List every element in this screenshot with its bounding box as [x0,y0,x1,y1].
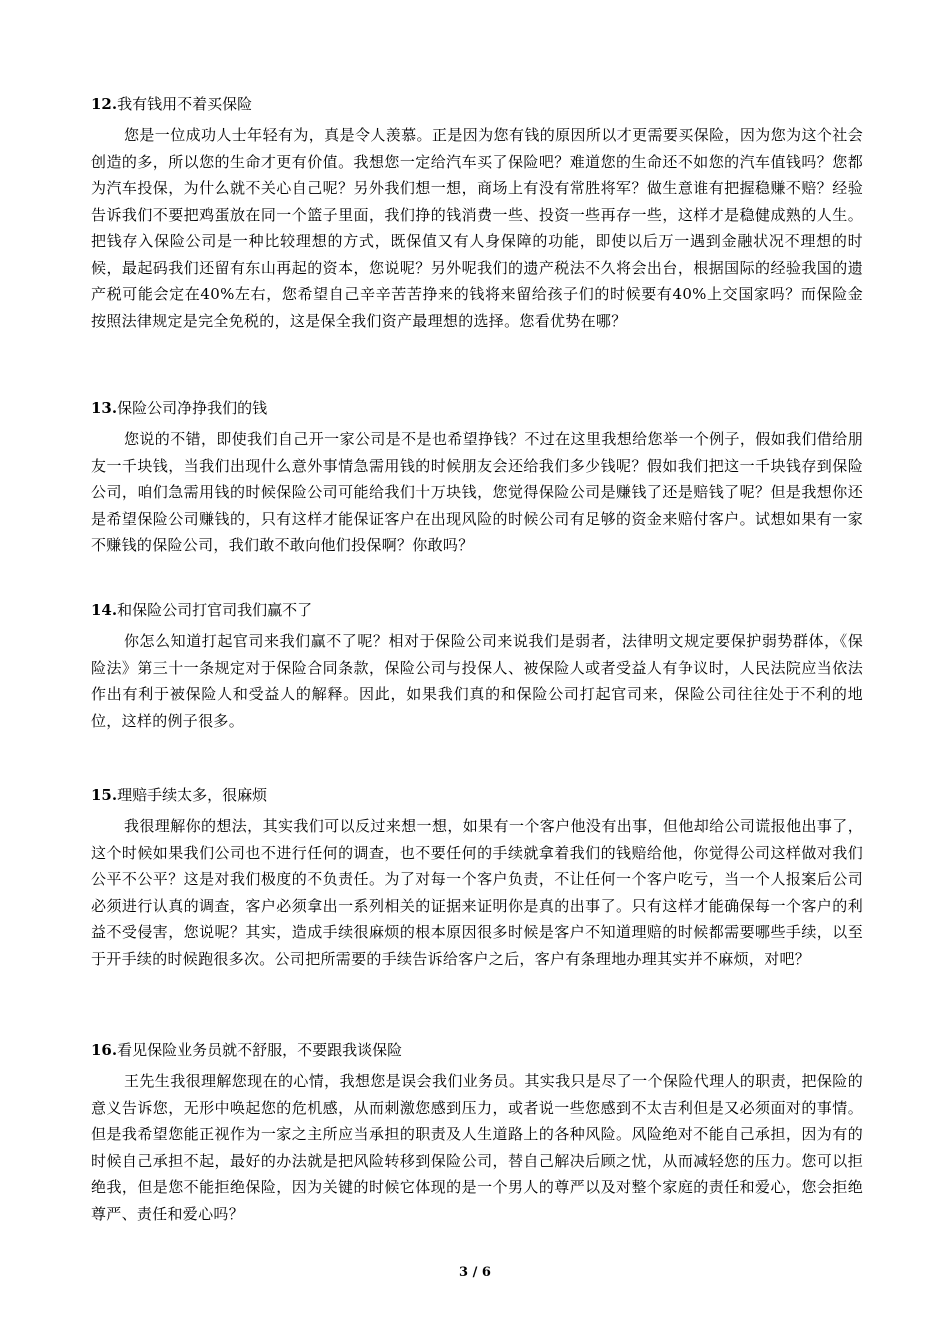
section-heading [91,94,863,114]
section-heading [91,600,863,620]
faq-section-13 [91,398,863,559]
section-title: 我有钱用不着买保险 [117,95,253,113]
section-number: 13. [91,399,118,417]
section-heading [91,398,863,418]
section-title: 看见保险业务员就不舒服，不要跟我谈保险 [117,1041,403,1059]
section-number: 15. [91,786,118,804]
faq-section-15 [91,785,863,972]
section-body: 王先生我很理解您现在的心情，我想您是误会我们业务员。其实我只是尽了一个保险代理人的职责，把保险的意义告诉您，无形中唤起您的危机感，从而刺激您感到压力，或者说一些您感到不太吉利但是又必须面对的事情。但是我希望您能正视作为一家之主所应当承担的职责及人生道路上的各种风险。风险绝对不能自己承担，因为有的时候自己承担不起，最好的办法就是把风险转移到保险公司，替自己解决后顾之忧，从而减轻您的压力。您可以拒绝我，但是您不能拒绝保险，因为关键的时候它体现的是一个男人的尊严以及对整个家庭的责任和爱心，您会拒绝尊严、责任和爱心吗？ [91,1072,863,1223]
section-number: 12. [91,95,118,113]
section-title: 和保险公司打官司我们赢不了 [117,601,313,619]
section-body: 你怎么知道打起官司来我们赢不了呢？相对于保险公司来说我们是弱者，法律明文规定要保护弱势群体，《保险法》第三十一条规定对于保险合同条款，保险公司与投保人、被保险人或者受益人有争议时，人民法院应当依法作出有利于被保险人和受益人的解释。因此，如果我们真的和保险公司打起官司来，保险公司往往处于不利的地位，这样的例子很多。 [91,632,863,730]
section-body: 我很理解你的想法，其实我们可以反过来想一想，如果有一个客户他没有出事，但他却给公司谎报他出事了，这个时候如果我们公司也不进行任何的调查，也不要任何的手续就拿着我们的钱赔给他，你觉得公司这样做对我们公平不公平？这是对我们极度的不负责任。为了对每一个客户负责，不让任何一个客户吃亏，当一个人报案后公司必须进行认真的调查，客户必须拿出一系列相关的证据来证明你是真的出事了。只有这样才能确保每一个客户的利益不受侵害，您说呢？其实，造成手续很麻烦的根本原因很多时候是客户不知道理赔的时候都需要哪些手续，以至于开手续的时候跑很多次。公司把所需要的手续告诉给客户之后，客户有条理地办理其实并不麻烦，对吧？ [91,817,863,968]
section-body: 您是一位成功人士年轻有为，真是令人羡慕。正是因为您有钱的原因所以才更需要买保险，因为您为这个社会创造的多，所以您的生命才更有价值。我想您一定给汽车买了保险吧？难道您的生命还不如您的汽车值钱吗？您都为汽车投保，为什么就不关心自己呢？另外我们想一想，商场上有没有常胜将军？做生意谁有把握稳赚不赔？经验告诉我们不要把鸡蛋放在同一个篮子里面，我们挣的钱消费一些、投资一些再存一些，这样才是稳健成熟的人生。把钱存入保险公司是一种比较理想的方式，既保值又有人身保障的功能，即使以后万一遇到金融状况不理想的时候，最起码我们还留有东山再起的资本，您说呢？另外呢我们的遗产税法不久将会出台，根据国际的经验我国的遗产税可能会定在40%左右，您希望自己辛辛苦苦挣来的钱将来留给孩子们的时候要有40%上交国家吗？而保险金按照法律规定是完全免税的，这是保全我们资产最理想的选择。您看优势在哪？ [91,126,863,330]
faq-section-14 [91,600,863,734]
section-body: 您说的不错，即使我们自己开一家公司是不是也希望挣钱？不过在这里我想给您举一个例子，假如我们借给朋友一千块钱，当我们出现什么意外事情急需用钱的时候朋友会还给我们多少钱呢？假如我们把这一千块钱存到保险公司，咱们急需用钱的时候保险公司可能给我们十万块钱，您觉得保险公司是赚钱了还是赔钱了呢？但是我想你还是希望保险公司赚钱的，只有这样才能保证客户在出现风险的时候公司有足够的资金来赔付客户。试想如果有一家不赚钱的保险公司，我们敢不敢向他们投保啊？你敢吗？ [91,430,863,554]
section-number: 16. [91,1041,118,1059]
section-heading [91,1040,863,1060]
page-number: 3 / 6 [459,1265,491,1280]
faq-section-16 [91,1040,863,1227]
faq-section-12 [91,94,863,334]
section-number: 14. [91,601,118,619]
section-title: 理赔手续太多，很麻烦 [117,786,268,804]
section-title: 保险公司净挣我们的钱 [117,399,268,417]
section-heading [91,785,863,805]
